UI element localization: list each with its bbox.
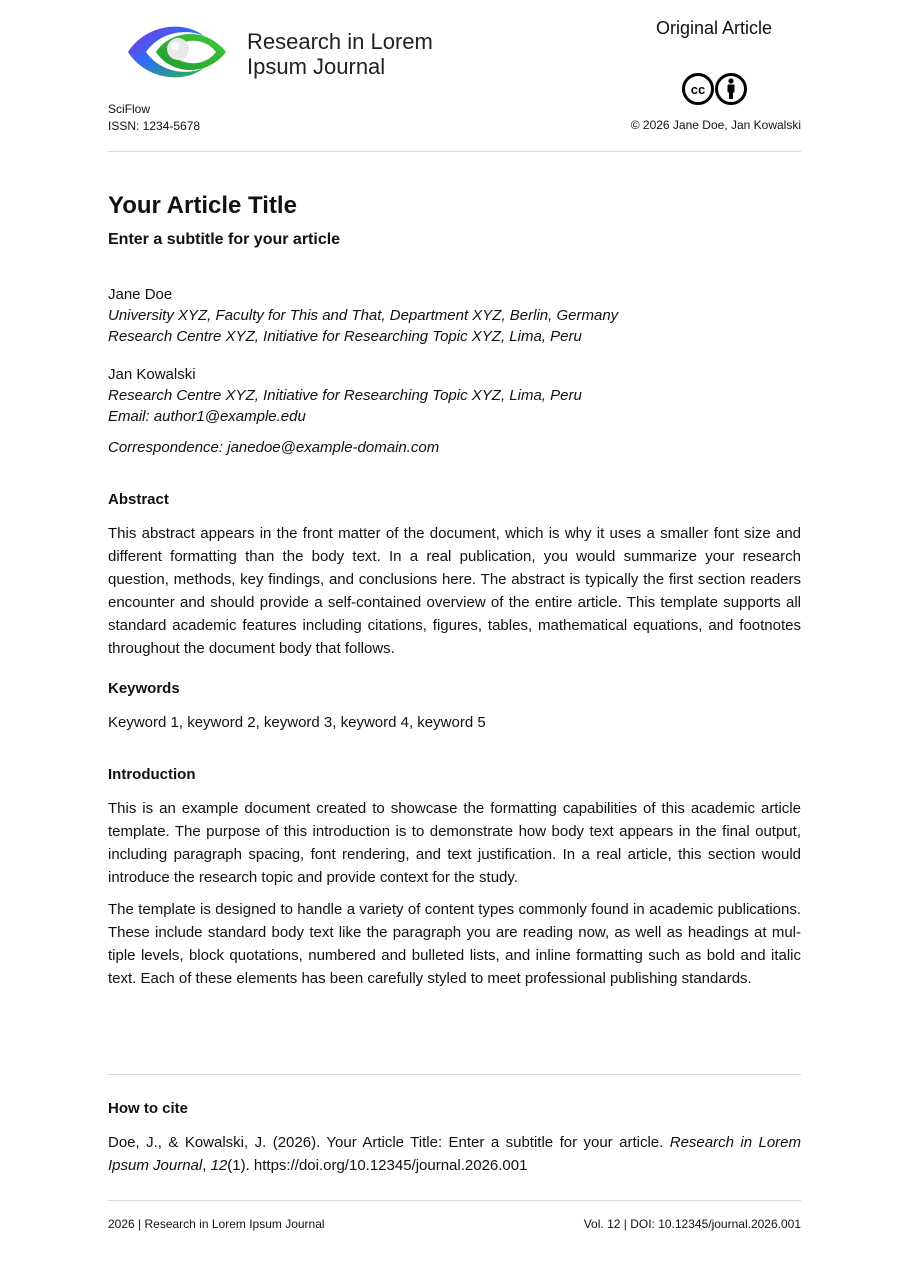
citation-separator: , xyxy=(202,1157,211,1174)
keywords-heading: Keywords xyxy=(108,680,180,697)
author-affiliation: Research Centre XYZ, Initiative for Researching Topic XYZ, Lima, Peru xyxy=(108,328,582,345)
abstract-text: This abstract appears in the front matter of the document, which is why it uses a smaller font size and different formatting than the body text. In a real publication, you would summarize your research question, methods, key findings, and conclusions here. The abstract is typically the first section readers encounter and should provide a self-contained overview of the entire article. This template supports all standard academic features including citations, figures, tables, mathematical equations, and footnotes throughout the document body that follows. xyxy=(108,525,801,657)
keywords-list: Keyword 1, keyword 2, keyword 3, keyword 4, keyword 5 xyxy=(108,714,486,731)
journal-logo xyxy=(126,22,228,82)
citation-volume: 12 xyxy=(210,1157,228,1174)
journal-name-line1: Research in Lorem xyxy=(247,29,433,54)
footer-doi: Vol. 12 | DOI: 10.12345/journal.2026.001 xyxy=(583,1217,801,1231)
how-to-cite-heading: How to cite xyxy=(108,1100,189,1117)
eye-logo-icon xyxy=(126,22,228,82)
article-title: Your Article Title xyxy=(108,192,297,219)
citation-divider xyxy=(108,1074,801,1075)
journal-name-line2: Ipsum Journal xyxy=(247,54,386,79)
citation-text xyxy=(108,1131,801,1177)
svg-text:cc: cc xyxy=(690,82,706,97)
copyright-notice: © 2026 Jane Doe, Jan Kowalski xyxy=(630,118,801,132)
footer-journal: 2026 | Research in Lorem Ipsum Journal xyxy=(108,1217,325,1231)
article-type: Original Article xyxy=(655,18,773,38)
author-email: Email: author1@example.edu xyxy=(108,408,306,425)
body-paragraph: This is an example document created to showcase the formatting capabilities of this academic article template. The purpose of this introduction is to demonstrate how body text appears in the final output, including paragraph spacing, font rendering, and text justification. In a real article, this section would introduce the research topic and provide context for the study. xyxy=(108,800,801,886)
author-affiliation: Research Centre XYZ, Initiative for Researching Topic XYZ, Lima, Peru xyxy=(108,387,582,404)
creative-commons-by-icon xyxy=(682,72,748,106)
article-subtitle: Enter a subtitle for your article xyxy=(108,231,341,248)
citation-prefix: Doe, J., & Kowalski, J. (2026). Your Article Title: Enter a subtitle for your article. xyxy=(108,1134,670,1151)
journal-name xyxy=(247,29,433,79)
footer-divider xyxy=(108,1200,801,1201)
author-affiliation: University XYZ, Faculty for This and That, Department XYZ, Berlin, Germany xyxy=(108,307,619,324)
citation-suffix: (1). https://doi.org/10.12345/journal.2026.001 xyxy=(227,1157,528,1174)
license-badge[interactable] xyxy=(682,72,748,106)
correspondence: Correspondence: janedoe@example-domain.com xyxy=(108,439,440,456)
body-paragraph: The template is designed to handle a variety of content types commonly found in academic publications. These include standard body text like the paragraph you are reading now, as well as headings at multiple levels, block quotations, numbered and bulleted lists, and inline formatting such as bold and italic text. Each of these elements has been carefully styled to meet professional publishing standards. xyxy=(108,901,801,987)
author-name: Jane Doe xyxy=(108,286,173,303)
author-block xyxy=(108,284,801,347)
citation-journal: Research in Lorem Ipsum Journal xyxy=(108,1134,801,1174)
issn: ISSN: 1234-5678 xyxy=(108,119,201,133)
header-divider xyxy=(108,151,801,152)
publisher-name: SciFlow xyxy=(108,102,151,116)
abstract-heading: Abstract xyxy=(108,491,169,508)
publisher-info xyxy=(108,101,200,135)
author-block xyxy=(108,364,801,427)
author-name: Jan Kowalski xyxy=(108,366,196,383)
introduction-heading: Introduction xyxy=(108,766,196,783)
